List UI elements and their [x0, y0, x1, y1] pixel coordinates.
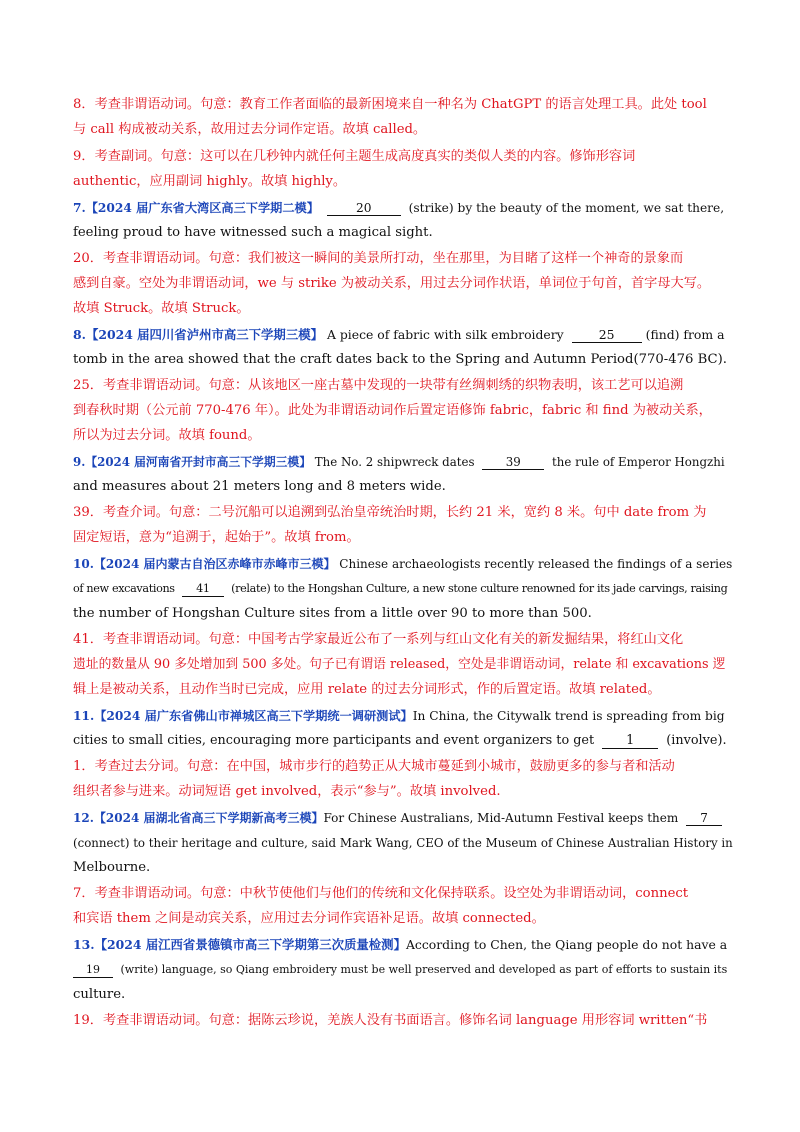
- question-text: (relate) to the Hongshan Culture, a new stone culture renowned for its jade carvings, raising: [231, 582, 728, 595]
- answer-blank: 41: [182, 582, 224, 597]
- answer-blank: 1: [602, 734, 658, 749]
- question-text: (write) language, so Qiang embroidery must be well preserved and developed as part of efforts to sustain its: [120, 963, 728, 976]
- question-line: and measures about 21 meters long and 8 meters wide.: [73, 479, 446, 494]
- question-source: 【2024 届广东省大湾区高三下学期二模】: [85, 201, 319, 215]
- answer-line: 39．考查介词。句意：二号沉船可以追溯到弘治皇帝统治时期，长约 21 米，宽约 8 米。句中 date from 为: [73, 505, 707, 520]
- question-source: 【2024 届四川省泸州市高三下学期三模】: [85, 327, 323, 342]
- answer-line: 遗址的数量从 90 多处增加到 500 多处。句子已有谓语 released，空处是非谓语动词，relate 和 excavations 逻: [73, 657, 726, 672]
- question-source: 【2024 届内蒙古自治区赤峰市赤峰市三模】: [93, 557, 336, 571]
- answer-line: 9．考查副词。句意：这可以在几秒钟内就任何主题生成高度真实的类似人类的内容。修饰形容词: [73, 149, 636, 164]
- question-text: According to Chen, the Qiang people do not have a: [405, 937, 728, 952]
- answer-line: 故填 Struck。故填 Struck。: [73, 301, 250, 316]
- question-source: 【2024 届广东省佛山市禅城区高三下学期统一调研测试】: [94, 709, 413, 723]
- answer-line: 25．考查非谓语动词。句意：从该地区一座古墓中发现的一块带有丝绸刺绣的织物表明，该工艺可以追溯: [73, 378, 684, 393]
- question-line: the number of Hongshan Culture sites from a little over 90 to more than 500.: [73, 606, 592, 621]
- question-line: culture.: [73, 987, 126, 1002]
- question-text: (find) from a: [645, 327, 725, 342]
- question-line: feeling proud to have witnessed such a magical sight.: [73, 225, 433, 240]
- question-number: 10.: [73, 557, 94, 571]
- question-number: 12.: [73, 811, 94, 825]
- question-number: 7.: [73, 201, 86, 215]
- answer-line: 19．考查非谓语动词。句意：据陈云珍说，羌族人没有书面语言。修饰名词 language 用形容词 written“书: [73, 1013, 708, 1028]
- answer-blank: 19: [73, 963, 113, 978]
- question-text: (strike) by the beauty of the moment, we sat there,: [408, 201, 725, 215]
- question-source: 【2024 届江西省景德镇市高三下学期第三次质量检测】: [94, 937, 406, 952]
- answer-line: 1．考查过去分词。句意：在中国，城市步行的趋势正从大城市蔓延到小城市，鼓励更多的参与者和活动: [73, 759, 675, 774]
- answer-line: 固定短语，意为“追溯于，起始于”。故填 from。: [73, 530, 360, 545]
- answer-line: 感到自豪。空处为非谓语动词，we 与 strike 为被动关系，用过去分词作状语，单词位于句首，首字母大写。: [73, 276, 711, 291]
- question-number: 13.: [73, 937, 95, 952]
- question-text: the rule of Emperor Hongzhi: [552, 455, 725, 469]
- answer-line: 组织者参与进来。动词短语 get involved，表示“参与”。故填 involved.: [73, 784, 501, 799]
- answer-blank: 25: [572, 328, 642, 343]
- question-line: [73, 937, 733, 953]
- question-line: [73, 810, 733, 826]
- question-line: [73, 200, 733, 216]
- question-source: 【2024 届河南省开封市高三下学期三模】: [85, 455, 312, 469]
- question-line: tomb in the area showed that the craft dates back to the Spring and Autumn Period(770-476 BC).: [73, 352, 727, 367]
- question-number: 9.: [73, 455, 86, 469]
- question-text: cities to small cities, encouraging more participants and event organizers to get: [73, 733, 595, 748]
- question-source: 【2024 届湖北省高三下学期新高考三模】: [93, 811, 324, 825]
- answer-line: 20．考查非谓语动词。句意：我们被这一瞬间的美景所打动，坐在那里，为目睹了这样一个神奇的景象而: [73, 251, 684, 266]
- question-text: (involve).: [666, 733, 727, 748]
- question-text: In China, the Citywalk trend is spreading from big: [412, 709, 725, 723]
- question-line: [73, 962, 733, 978]
- answer-line: 7．考查非谓语动词。句意：中秋节使他们与他们的传统和文化保持联系。设空处为非谓语动词，connect: [73, 886, 689, 901]
- answer-line: 与 call 构成被动关系，故用过去分词作定语。故填 called。: [73, 122, 427, 137]
- question-line: Melbourne.: [73, 860, 151, 875]
- question-number: 11.: [73, 709, 95, 723]
- question-line: [73, 556, 733, 572]
- answer-line: 8．考查非谓语动词。句意：教育工作者面临的最新困境来自一种名为 ChatGPT 的语言处理工具。此处 tool: [73, 97, 707, 112]
- question-line: [73, 708, 733, 724]
- question-text: A piece of fabric with silk embroidery: [326, 327, 564, 342]
- answer-line: 所以为过去分词。故填 found。: [73, 428, 261, 443]
- question-text: The No. 2 shipwreck dates: [314, 455, 475, 469]
- answer-blank: 20: [327, 201, 401, 216]
- answer-blank: 7: [686, 811, 722, 826]
- answer-line: 辑上是被动关系，且动作当时已完成，应用 relate 的过去分词形式，作的后置定语。故填 related。: [73, 682, 661, 697]
- question-line: [73, 733, 733, 749]
- answer-line: 41．考查非谓语动词。句意：中国考古学家最近公布了一系列与红山文化有关的新发掘结果，将红山文化: [73, 632, 684, 647]
- question-number: 8.: [73, 327, 86, 342]
- question-line: [73, 581, 733, 597]
- question-line: [73, 327, 733, 343]
- answer-blank: 39: [482, 455, 544, 470]
- question-text: Chinese archaeologists recently released the findings of a series: [339, 557, 733, 571]
- answer-line: 和宾语 them 之间是动宾关系，应用过去分词作宾语补足语。故填 connected。: [73, 911, 545, 926]
- question-text: For Chinese Australians, Mid-Autumn Festival keeps them: [323, 811, 679, 825]
- question-text: of new excavations: [73, 582, 175, 595]
- answer-line: authentic，应用副词 highly。故填 highly。: [73, 174, 347, 189]
- answer-line: 到春秋时期（公元前 770-476 年）。此处为非谓语动词作后置定语修饰 fabric，fabric 和 find 为被动关系，: [73, 403, 712, 418]
- question-line: (connect) to their heritage and culture, said Mark Wang, CEO of the Museum of Chinese Australian History in: [73, 836, 733, 850]
- question-line: [73, 454, 733, 470]
